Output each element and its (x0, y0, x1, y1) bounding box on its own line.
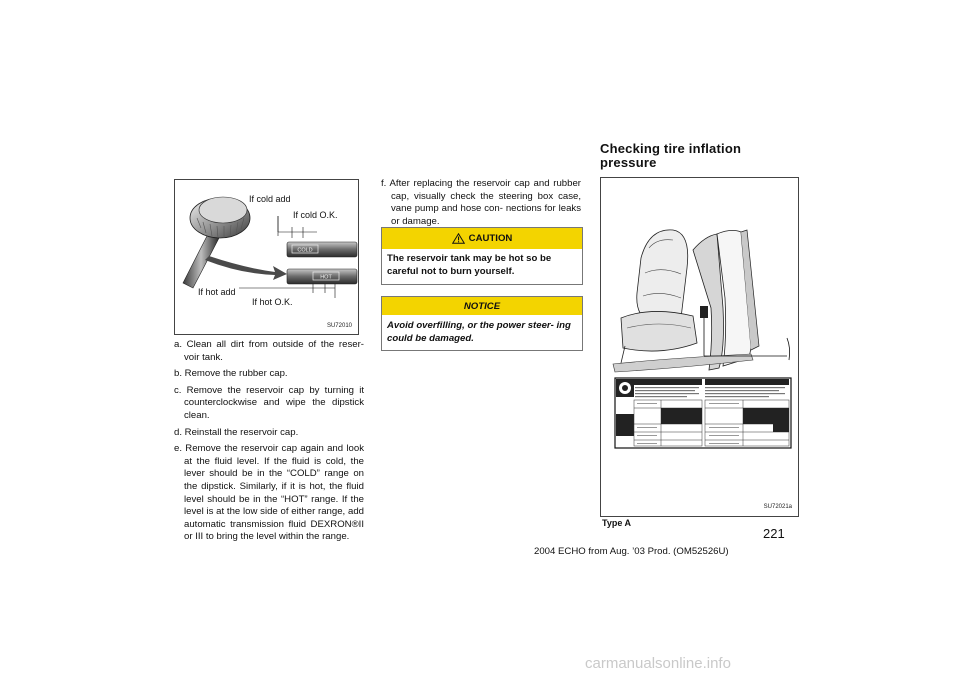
page-number: 221 (763, 526, 785, 541)
warning-triangle-icon (452, 233, 465, 244)
section-heading-line2: pressure (600, 155, 657, 170)
dipstick-hot-mark: HOT (320, 274, 332, 281)
figure1-code: SU72010 (326, 323, 352, 329)
step-item-e: e. Remove the reservoir cap again and look at the fluid level. If the fluid is cold, the lever should be in the “COLD” range on the dipstick. Similarly, if it is hot, the fluid level should be in the “HOT” range. If the level is at the low side of either range, add automatic transmission fluid DEXRON®II or III to bring the level within the range. (174, 443, 364, 543)
callout-hot-add: If hot add (198, 287, 236, 297)
notice-text: Avoid overfilling, or the power steer- ing could be damaged. (387, 320, 571, 344)
section-heading-line1: Checking tire inflation (600, 141, 742, 156)
step-f-block (381, 178, 581, 228)
door-pillar-illustration (601, 178, 798, 516)
callout-cold-add: If cold add (249, 194, 291, 204)
step-item-a: a. Clean all dirt from outside of the reser- voir tank. (174, 339, 364, 363)
notice-title: NOTICE (463, 300, 501, 312)
caution-box (381, 227, 583, 285)
caution-title: CAUTION (468, 233, 513, 244)
step-item-f: f. After replacing the reservoir cap and rubber cap, visually check the steering box case, vane pump and hose con- nections for leaks or damage. (381, 178, 581, 227)
section-heading (600, 142, 800, 170)
callout-cold-ok: If cold O.K. (293, 210, 338, 220)
step-item-b: b. Remove the rubber cap. (174, 368, 288, 380)
notice-header (382, 297, 582, 315)
footer-text: 2004 ECHO from Aug. ’03 Prod. (OM52526U) (534, 546, 729, 557)
tire-label-figure (600, 177, 799, 517)
callout-hot-ok: If hot O.K. (252, 297, 293, 307)
figure2-code: SU72021a (763, 504, 792, 510)
notice-box (381, 296, 583, 351)
watermark: carmanualsonline.info (585, 655, 731, 672)
type-label: Type A (602, 518, 632, 528)
caution-header (382, 228, 582, 249)
reservoir-cap-figure (174, 179, 359, 335)
dipstick-cold-mark: COLD (297, 247, 313, 254)
step-item-d: d. Reinstall the reservoir cap. (174, 426, 299, 438)
caution-text: The reservoir tank may be hot so be careful not to burn yourself. (387, 253, 552, 277)
step-item-c: c. Remove the reservoir cap by turning it counterclockwise and wipe the dipstick clean. (174, 384, 364, 421)
step-list (174, 339, 364, 548)
